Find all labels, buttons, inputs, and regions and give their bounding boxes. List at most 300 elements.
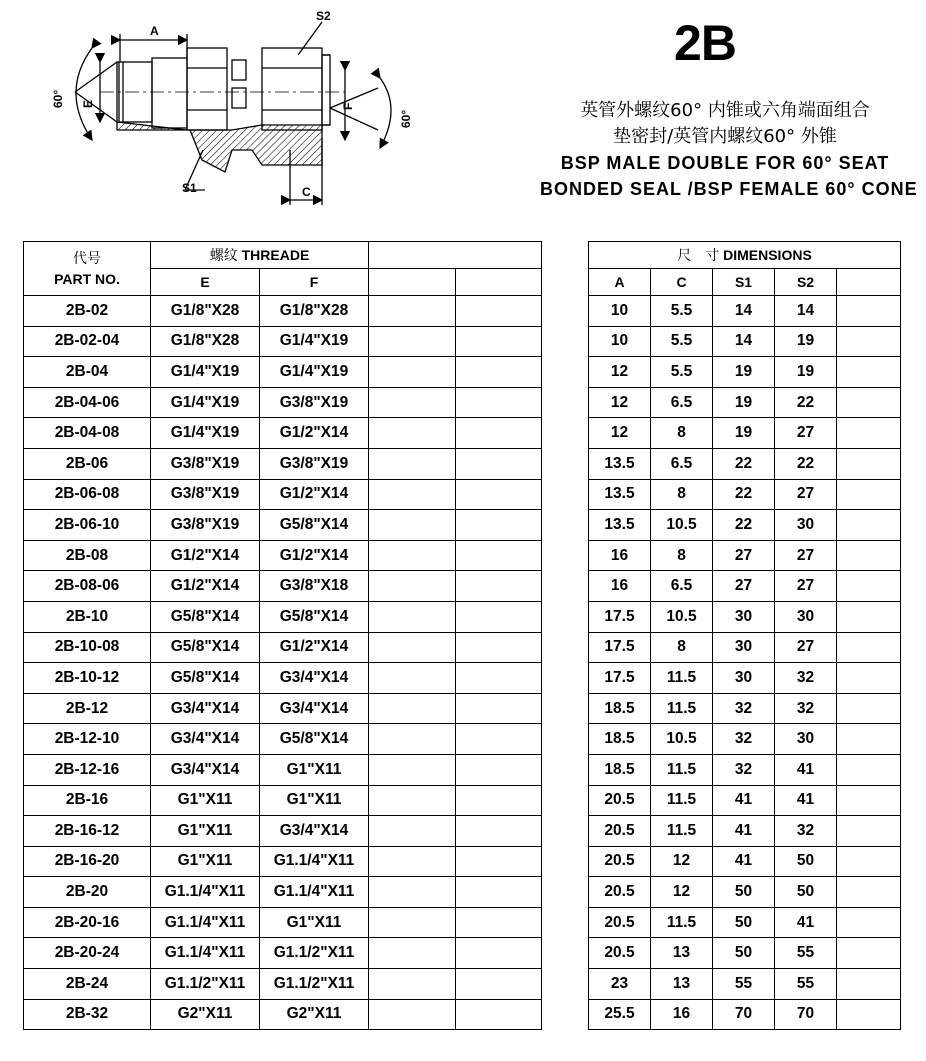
dim-c-cell: 10.5: [651, 510, 713, 541]
table-row: [24, 846, 542, 877]
blank-cell: [456, 632, 542, 663]
dim-s2-cell: 41: [775, 907, 837, 938]
dim-s2-cell: 14: [775, 296, 837, 327]
section-hatch: [117, 122, 322, 172]
table-row: [24, 571, 542, 602]
dim-s2-cell: 32: [775, 816, 837, 847]
thread-e-cell: G3/4"X14: [151, 693, 260, 724]
table-row: [589, 540, 901, 571]
table-row: [589, 448, 901, 479]
dim-c-cell: 8: [651, 418, 713, 449]
blank-cell: [837, 693, 901, 724]
blank-cell: [456, 907, 542, 938]
table-row: [24, 938, 542, 969]
dim-s1-cell: 14: [713, 326, 775, 357]
dim-a-cell: 18.5: [589, 693, 651, 724]
table-row: [24, 296, 542, 327]
table-row: [24, 969, 542, 1000]
thread-e-cell: G1/2"X14: [151, 540, 260, 571]
part-number-cell: 2B-06-08: [24, 479, 151, 510]
blank-cell: [837, 540, 901, 571]
part-number-cell: 2B-10-12: [24, 663, 151, 694]
blank-cell: [369, 816, 456, 847]
dim-a-cell: 25.5: [589, 999, 651, 1030]
thread-f-cell: G1.1/4"X11: [260, 846, 369, 877]
dim-a-cell: 12: [589, 387, 651, 418]
dim-c-cell: 11.5: [651, 663, 713, 694]
dim-s2-cell: 27: [775, 418, 837, 449]
thread-e-cell: G5/8"X14: [151, 601, 260, 632]
table-row: [24, 693, 542, 724]
dim-s1-cell: 50: [713, 877, 775, 908]
blank-cell: [369, 479, 456, 510]
dim-a-cell: 17.5: [589, 601, 651, 632]
thread-table: [23, 241, 542, 1030]
thread-e-cell: G1"X11: [151, 816, 260, 847]
dim-a-cell: 18.5: [589, 754, 651, 785]
table-row: [589, 418, 901, 449]
table-row: [589, 601, 901, 632]
blank-cell: [837, 969, 901, 1000]
dim-c-cell: 11.5: [651, 754, 713, 785]
table-row: [589, 510, 901, 541]
blank-cell: [369, 326, 456, 357]
blank-cell: [369, 357, 456, 388]
table-row: [24, 663, 542, 694]
dim-c-cell: 11.5: [651, 816, 713, 847]
blank-cell: [837, 754, 901, 785]
blank-cell: [837, 510, 901, 541]
label-angle-left: 60°: [51, 89, 65, 108]
dim-s2-cell: 27: [775, 571, 837, 602]
dim-s1-cell: 41: [713, 846, 775, 877]
thread-f-cell: G3/4"X14: [260, 816, 369, 847]
product-description: [540, 98, 918, 202]
table-row: [589, 387, 901, 418]
dim-c-cell: 6.5: [651, 448, 713, 479]
blank-cell: [456, 785, 542, 816]
thread-f-cell: G3/4"X14: [260, 663, 369, 694]
label-c: C: [302, 185, 311, 199]
dim-s1-cell: 19: [713, 418, 775, 449]
blank-cell: [456, 540, 542, 571]
blank-cell: [837, 357, 901, 388]
dim-s1-cell: 30: [713, 663, 775, 694]
dim-s1-cell: 32: [713, 754, 775, 785]
table-row: [589, 907, 901, 938]
thread-e-cell: G1.1/4"X11: [151, 938, 260, 969]
part-number-cell: 2B-06-10: [24, 510, 151, 541]
dim-s1-cell: 27: [713, 540, 775, 571]
product-code: 2B: [674, 15, 736, 71]
blank-cell: [369, 448, 456, 479]
blank-header-cell: [369, 269, 456, 296]
blank-cell: [837, 907, 901, 938]
blank-cell: [837, 938, 901, 969]
blank-cell: [837, 999, 901, 1030]
thread-f-cell: G1/2"X14: [260, 418, 369, 449]
collar-body: [152, 58, 187, 128]
dim-s1-cell: 22: [713, 479, 775, 510]
table-row: [24, 601, 542, 632]
col-f-header: F: [260, 269, 369, 296]
blank-cell: [369, 540, 456, 571]
thread-f-cell: G1.1/2"X11: [260, 938, 369, 969]
blank-cell: [369, 907, 456, 938]
thread-e-cell: G1/4"X19: [151, 418, 260, 449]
thread-f-cell: G3/8"X19: [260, 387, 369, 418]
thread-f-cell: G5/8"X14: [260, 724, 369, 755]
thread-header-en: THREADE: [241, 246, 310, 263]
blank-cell: [369, 571, 456, 602]
blank-header-cell: [369, 242, 542, 269]
thread-e-cell: G3/8"X19: [151, 448, 260, 479]
part-number-cell: 2B-16-12: [24, 816, 151, 847]
blank-cell: [456, 969, 542, 1000]
blank-cell: [369, 785, 456, 816]
thread-f-cell: G5/8"X14: [260, 601, 369, 632]
thread-f-cell: G3/8"X19: [260, 448, 369, 479]
dim-c-cell: 5.5: [651, 326, 713, 357]
dim-s1-cell: 22: [713, 448, 775, 479]
blank-cell: [837, 296, 901, 327]
table-row: [589, 785, 901, 816]
blank-cell: [369, 601, 456, 632]
table-row: [589, 999, 901, 1030]
thread-f-cell: G5/8"X14: [260, 510, 369, 541]
blank-cell: [456, 999, 542, 1030]
dim-a-cell: 13.5: [589, 479, 651, 510]
thread-e-cell: G1/4"X19: [151, 387, 260, 418]
dim-a-cell: 20.5: [589, 846, 651, 877]
table-row: [589, 846, 901, 877]
blank-cell: [837, 571, 901, 602]
dim-s2-cell: 41: [775, 785, 837, 816]
table-row: [24, 418, 542, 449]
dim-c-cell: 8: [651, 540, 713, 571]
table-row: [24, 540, 542, 571]
blank-cell: [837, 663, 901, 694]
blank-cell: [369, 846, 456, 877]
dim-s1-cell: 70: [713, 999, 775, 1030]
dim-c-cell: 12: [651, 846, 713, 877]
table-row: [589, 877, 901, 908]
dim-s1-cell: 41: [713, 785, 775, 816]
thread-f-cell: G3/4"X14: [260, 693, 369, 724]
dim-s2-cell: 41: [775, 754, 837, 785]
dim-c-cell: 8: [651, 479, 713, 510]
dim-a-cell: 23: [589, 969, 651, 1000]
part-number-cell: 2B-16: [24, 785, 151, 816]
description-cn-line-2: 垫密封/英管内螺纹60° 外锥: [613, 126, 837, 147]
thread-f-cell: G1.1/4"X11: [260, 877, 369, 908]
dim-s2-cell: 19: [775, 326, 837, 357]
table-row: [24, 448, 542, 479]
thread-f-cell: G1/4"X19: [260, 357, 369, 388]
part-number-cell: 2B-12-10: [24, 724, 151, 755]
blank-cell: [456, 846, 542, 877]
blank-cell: [369, 938, 456, 969]
right-angle-arc: [380, 78, 391, 148]
dim-s2-cell: 55: [775, 969, 837, 1000]
dim-c-cell: 5.5: [651, 357, 713, 388]
blank-cell: [456, 724, 542, 755]
blank-cell: [837, 846, 901, 877]
table-row: [24, 357, 542, 388]
thread-e-cell: G3/8"X19: [151, 479, 260, 510]
dim-s2-cell: 30: [775, 601, 837, 632]
part-number-cell: 2B-08-06: [24, 571, 151, 602]
col-s2-header: S2: [775, 269, 837, 296]
dim-s2-cell: 22: [775, 387, 837, 418]
dim-s2-cell: 30: [775, 724, 837, 755]
blank-cell: [837, 632, 901, 663]
part-number-header: [24, 242, 151, 296]
table-row: [589, 816, 901, 847]
table-row: [589, 632, 901, 663]
part-number-cell: 2B-02-04: [24, 326, 151, 357]
nut-s2-body: [262, 48, 322, 130]
blank-cell: [369, 387, 456, 418]
dim-c-cell: 5.5: [651, 296, 713, 327]
dim-a-cell: 16: [589, 571, 651, 602]
table-row: [24, 326, 542, 357]
dim-s1-cell: 27: [713, 571, 775, 602]
dim-a-cell: 20.5: [589, 907, 651, 938]
blank-cell: [369, 877, 456, 908]
table-row: [24, 816, 542, 847]
col-e-header: E: [151, 269, 260, 296]
blank-cell: [456, 754, 542, 785]
thread-e-cell: G1/8"X28: [151, 326, 260, 357]
blank-cell: [837, 326, 901, 357]
dim-a-cell: 13.5: [589, 510, 651, 541]
table-row: [589, 479, 901, 510]
label-a: A: [150, 24, 159, 38]
blank-cell: [456, 387, 542, 418]
dim-c-cell: 16: [651, 999, 713, 1030]
thread-header: [151, 242, 369, 269]
thread-e-cell: G1.1/4"X11: [151, 877, 260, 908]
thread-f-cell: G1"X11: [260, 785, 369, 816]
table-row: [24, 510, 542, 541]
label-f: F: [341, 102, 355, 110]
thread-e-cell: G5/8"X14: [151, 632, 260, 663]
dim-a-cell: 20.5: [589, 816, 651, 847]
dim-a-cell: 20.5: [589, 877, 651, 908]
dim-c-cell: 10.5: [651, 601, 713, 632]
dim-a-cell: 17.5: [589, 663, 651, 694]
dim-s2-cell: 27: [775, 632, 837, 663]
dim-s2-cell: 22: [775, 448, 837, 479]
description-cn-line-1: 英管外螺纹60° 内锥或六角端面组合: [580, 100, 870, 121]
blank-cell: [456, 326, 542, 357]
blank-cell: [456, 601, 542, 632]
label-angle-right: 60°: [399, 109, 413, 128]
table-row: [589, 724, 901, 755]
description-en-line-1: BSP MALE DOUBLE FOR 60° SEAT: [560, 153, 890, 173]
table-row: [24, 724, 542, 755]
thread-f-cell: G1/4"X19: [260, 326, 369, 357]
blank-cell: [456, 296, 542, 327]
part-number-cell: 2B-32: [24, 999, 151, 1030]
dim-s1-cell: 50: [713, 907, 775, 938]
part-header-en: PART NO.: [54, 271, 120, 287]
fitting-drawing: [0, 0, 420, 225]
table-row: [24, 387, 542, 418]
dim-a-cell: 10: [589, 326, 651, 357]
blank-cell: [369, 754, 456, 785]
dim-s1-cell: 19: [713, 387, 775, 418]
thread-f-cell: G1/8"X28: [260, 296, 369, 327]
dim-a-cell: 18.5: [589, 724, 651, 755]
dimensions-header: [589, 242, 901, 269]
col-s1-header: S1: [713, 269, 775, 296]
dimensions-header-cn: 尺 寸: [677, 247, 720, 264]
table-row: [589, 969, 901, 1000]
thread-e-cell: G3/4"X14: [151, 754, 260, 785]
dim-s2-cell: 50: [775, 877, 837, 908]
blank-cell: [369, 632, 456, 663]
dim-a-cell: 13.5: [589, 448, 651, 479]
dim-s1-cell: 14: [713, 296, 775, 327]
blank-cell: [456, 418, 542, 449]
blank-cell: [837, 785, 901, 816]
thread-f-cell: G1"X11: [260, 754, 369, 785]
blank-cell: [369, 296, 456, 327]
table-row: [24, 632, 542, 663]
label-e: E: [81, 99, 95, 108]
dim-s1-cell: 32: [713, 693, 775, 724]
dim-c-cell: 13: [651, 938, 713, 969]
table-row: [589, 663, 901, 694]
thread-f-cell: G1.1/2"X11: [260, 969, 369, 1000]
part-number-cell: 2B-10-08: [24, 632, 151, 663]
thread-e-cell: G1"X11: [151, 785, 260, 816]
part-number-cell: 2B-16-20: [24, 846, 151, 877]
part-number-cell: 2B-04-08: [24, 418, 151, 449]
part-number-cell: 2B-08: [24, 540, 151, 571]
label-s2: S2: [316, 9, 331, 23]
blank-cell: [837, 387, 901, 418]
dim-s1-cell: 32: [713, 724, 775, 755]
label-s1: S1: [182, 181, 197, 195]
dim-s1-cell: 41: [713, 816, 775, 847]
col-c-header: C: [651, 269, 713, 296]
dimensions-header-en: DIMENSIONS: [723, 246, 812, 263]
table-row: [589, 693, 901, 724]
table-row: [24, 785, 542, 816]
dim-a-cell: 16: [589, 540, 651, 571]
part-number-cell: 2B-04: [24, 357, 151, 388]
dim-s1-cell: 50: [713, 938, 775, 969]
table-row: [24, 754, 542, 785]
blank-cell: [837, 601, 901, 632]
thread-e-cell: G1"X11: [151, 846, 260, 877]
dim-s1-cell: 55: [713, 969, 775, 1000]
thread-e-cell: G5/8"X14: [151, 663, 260, 694]
blank-cell: [369, 999, 456, 1030]
thread-f-cell: G1/2"X14: [260, 540, 369, 571]
dim-a-cell: 10: [589, 296, 651, 327]
table-row: [589, 326, 901, 357]
thread-f-cell: G3/8"X18: [260, 571, 369, 602]
dim-s2-cell: 27: [775, 540, 837, 571]
blank-cell: [456, 938, 542, 969]
blank-cell: [837, 724, 901, 755]
dim-s1-cell: 19: [713, 357, 775, 388]
table-row: [24, 479, 542, 510]
thread-f-cell: G1"X11: [260, 907, 369, 938]
thread-e-cell: G3/4"X14: [151, 724, 260, 755]
part-number-cell: 2B-04-06: [24, 387, 151, 418]
hex-s1-body: [187, 48, 227, 130]
part-number-cell: 2B-12: [24, 693, 151, 724]
thread-f-cell: G1/2"X14: [260, 632, 369, 663]
blank-cell: [369, 418, 456, 449]
blank-cell: [456, 663, 542, 694]
thread-e-cell: G1.1/4"X11: [151, 907, 260, 938]
blank-cell: [456, 357, 542, 388]
part-number-cell: 2B-20-24: [24, 938, 151, 969]
table-row: [589, 754, 901, 785]
part-number-cell: 2B-20: [24, 877, 151, 908]
table-row: [589, 357, 901, 388]
table-row: [589, 571, 901, 602]
blank-cell: [369, 510, 456, 541]
thread-f-cell: G2"X11: [260, 999, 369, 1030]
dim-c-cell: 8: [651, 632, 713, 663]
part-header-cn: 代号: [73, 251, 101, 267]
dim-a-cell: 20.5: [589, 785, 651, 816]
thread-e-cell: G1/8"X28: [151, 296, 260, 327]
dim-s2-cell: 19: [775, 357, 837, 388]
blank-cell: [837, 448, 901, 479]
part-number-cell: 2B-12-16: [24, 754, 151, 785]
part-number-cell: 2B-20-16: [24, 907, 151, 938]
dim-a-cell: 20.5: [589, 938, 651, 969]
dim-s2-cell: 27: [775, 479, 837, 510]
part-number-cell: 2B-24: [24, 969, 151, 1000]
part-number-cell: 2B-06: [24, 448, 151, 479]
dim-c-cell: 12: [651, 877, 713, 908]
table-row: [589, 938, 901, 969]
thread-f-cell: G1/2"X14: [260, 479, 369, 510]
blank-cell: [456, 479, 542, 510]
blank-cell: [456, 571, 542, 602]
dim-c-cell: 6.5: [651, 571, 713, 602]
dim-c-cell: 11.5: [651, 907, 713, 938]
thread-e-cell: G1/2"X14: [151, 571, 260, 602]
blank-header-cell: [456, 269, 542, 296]
blank-header-cell: [837, 269, 901, 296]
part-number-cell: 2B-02: [24, 296, 151, 327]
blank-cell: [456, 877, 542, 908]
blank-cell: [837, 877, 901, 908]
dim-c-cell: 11.5: [651, 785, 713, 816]
blank-cell: [369, 724, 456, 755]
dim-s2-cell: 55: [775, 938, 837, 969]
description-en-line-2: BONDED SEAL /BSP FEMALE 60° CONE: [540, 179, 918, 199]
blank-cell: [369, 693, 456, 724]
dim-s2-cell: 32: [775, 693, 837, 724]
dim-s1-cell: 22: [713, 510, 775, 541]
dim-a-cell: 17.5: [589, 632, 651, 663]
part-number-cell: 2B-10: [24, 601, 151, 632]
blank-cell: [837, 816, 901, 847]
dim-s2-cell: 70: [775, 999, 837, 1030]
dim-a-cell: 12: [589, 418, 651, 449]
